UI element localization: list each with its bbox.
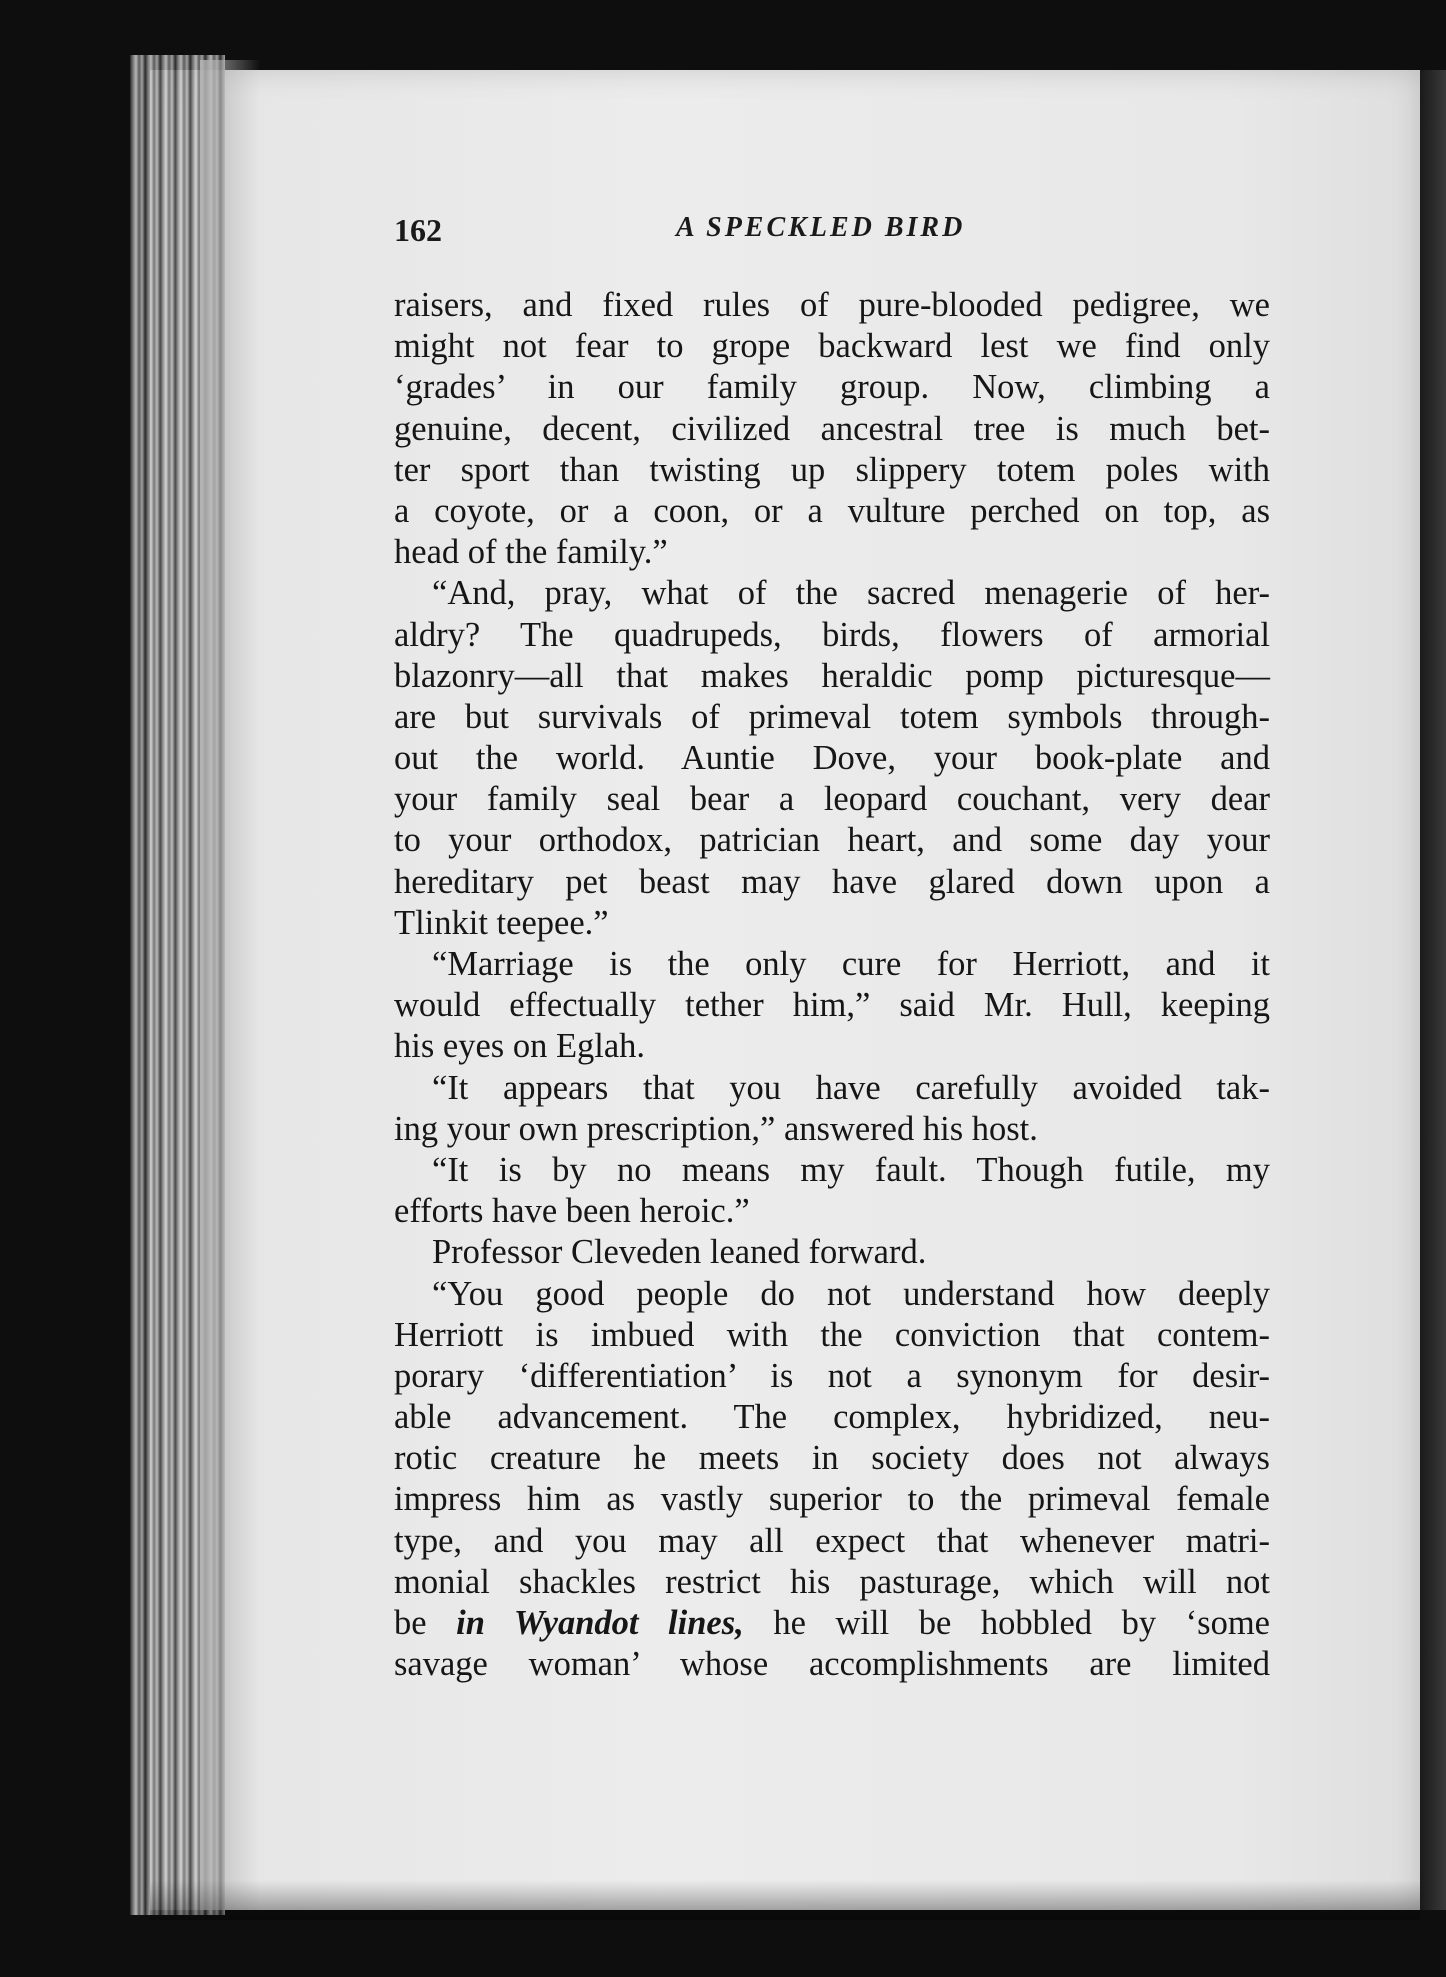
text-line: ‘grades’ in our family group. Now, climbing a	[394, 368, 1270, 407]
text-line: his eyes on Eglah.	[394, 1027, 646, 1066]
text-line: “It appears that you have carefully avoided tak-	[432, 1068, 1270, 1107]
text-line: able advancement. The complex, hybridized, neu-	[394, 1398, 1270, 1437]
text-line: savage woman’ whose accomplishments are limited	[394, 1645, 1270, 1684]
text-line: impress him as vastly superior to the primeval female	[394, 1480, 1270, 1519]
page-bottom-shadow	[150, 1880, 1420, 1920]
text-segment: he will be hobbled by ‘some	[743, 1604, 1270, 1642]
text-line: a coyote, or a coon, or a vulture perched on top, as	[394, 491, 1270, 530]
running-head	[394, 212, 1270, 252]
text-line: Professor Cleveden leaned forward.	[432, 1233, 927, 1272]
italic-phrase: in Wyandot lines,	[456, 1604, 744, 1642]
text-line: ing your own prescription,” answered his host.	[394, 1109, 1038, 1148]
text-line: Herriott is imbued with the conviction that contem-	[394, 1315, 1270, 1354]
text-line: might not fear to grope backward lest we find only	[394, 327, 1270, 366]
gutter-shadow	[200, 60, 260, 1910]
text-line: would effectually tether him,” said Mr. Hull, keeping	[394, 986, 1270, 1025]
text-line: “You good people do not understand how deeply	[432, 1274, 1270, 1313]
text-line: your family seal bear a leopard couchant, very dear	[394, 780, 1270, 819]
text-line: blazonry—all that makes heraldic pomp picturesque—	[394, 656, 1270, 695]
text-line: “It is by no means my fault. Though futile, my	[432, 1150, 1270, 1189]
text-segment: be	[394, 1604, 457, 1642]
text-line: rotic creature he meets in society does not always	[394, 1439, 1270, 1478]
text-line: “And, pray, what of the sacred menagerie of her-	[432, 574, 1270, 613]
body-text	[394, 285, 1270, 1685]
text-line: to your orthodox, patrician heart, and some day your	[394, 821, 1270, 860]
text-line: porary ‘differentiation’ is not a synonym for desir-	[394, 1356, 1270, 1395]
text-line: Tlinkit teepee.”	[394, 903, 609, 942]
text-line: monial shackles restrict his pasturage, which will not	[394, 1562, 1270, 1601]
text-line: out the world. Auntie Dove, your book-plate and	[394, 739, 1270, 778]
running-title: A SPECKLED BIRD	[676, 212, 966, 243]
text-line: efforts have been heroic.”	[394, 1192, 750, 1231]
text-line-italic	[394, 1603, 1270, 1644]
text-line: aldry? The quadrupeds, birds, flowers of armorial	[394, 615, 1270, 654]
text-line: are but survivals of primeval totem symbols through-	[394, 697, 1270, 736]
text-line: head of the family.”	[394, 533, 668, 572]
text-line: “Marriage is the only cure for Herriott, and it	[432, 945, 1270, 983]
text-line: hereditary pet beast may have glared down upon a	[394, 862, 1270, 901]
text-line: genuine, decent, civilized ancestral tree is much bet-	[394, 409, 1270, 448]
text-line: raisers, and fixed rules of pure-blooded pedigree, we	[394, 286, 1270, 324]
text-line: ter sport than twisting up slippery totem poles with	[394, 450, 1270, 489]
page-number: 162	[394, 212, 442, 248]
page-edge	[1420, 70, 1446, 1910]
text-line: type, and you may all expect that whenever matri-	[394, 1521, 1270, 1560]
